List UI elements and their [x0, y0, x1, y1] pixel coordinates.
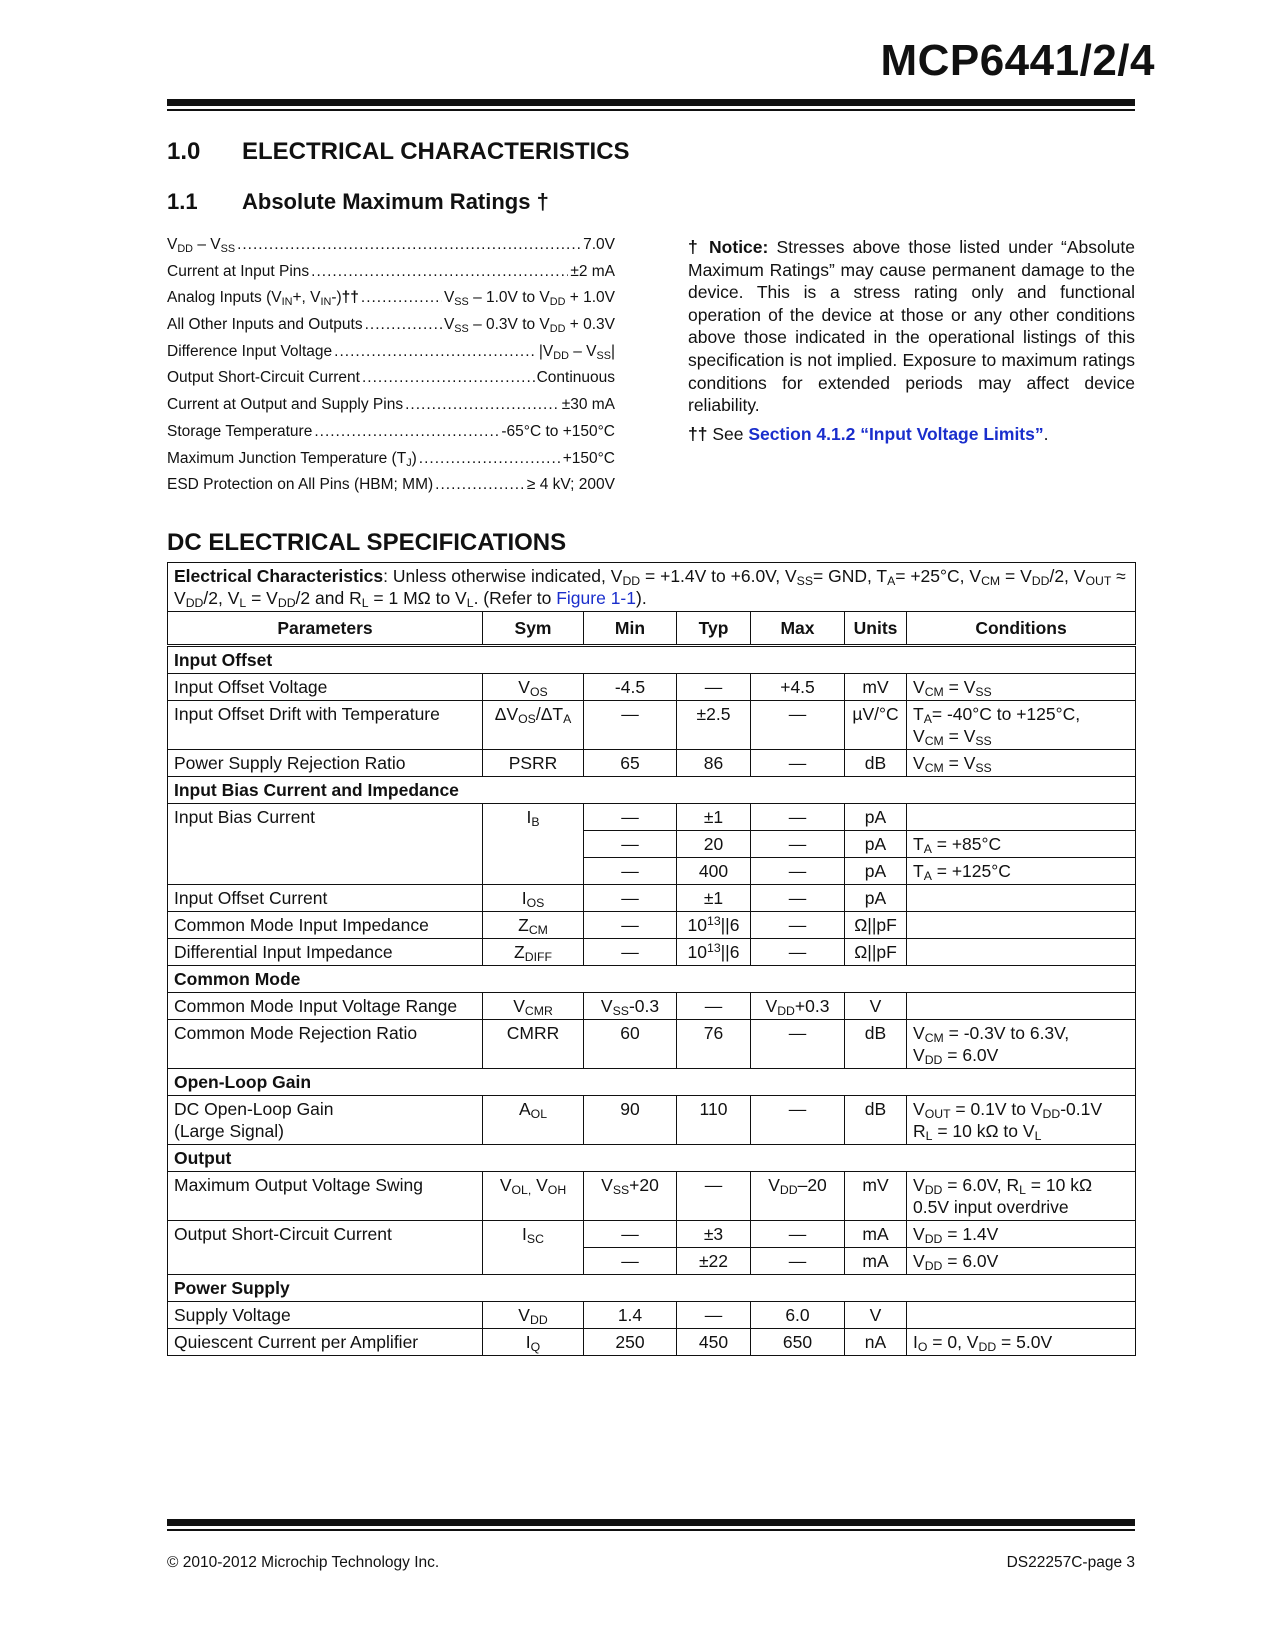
- typ-cell: 86: [677, 750, 751, 777]
- note2-end: .: [1043, 423, 1049, 444]
- table-body: [168, 646, 1136, 1356]
- leader-dots: [334, 343, 537, 361]
- sym-cell: $Z_{DIFF}$: [483, 939, 584, 966]
- units-cell: mV: [845, 1172, 907, 1221]
- typ-cell: —: [677, 1302, 751, 1329]
- rating-row: [167, 450, 615, 477]
- rating-value: ≥ 4 kV; 200V: [526, 476, 615, 494]
- table-row: [168, 939, 1136, 966]
- typ-cell: ±1: [677, 885, 751, 912]
- section-label: Input Bias Current and Impedance: [168, 777, 1136, 804]
- min-cell: $V_{SS}-0.3$: [584, 993, 677, 1020]
- max-cell: +4.5: [751, 674, 845, 701]
- typ-cell: $10^{13}||6$: [677, 939, 751, 966]
- min-cell: —: [584, 858, 677, 885]
- leader-dots: [365, 316, 442, 334]
- rating-row: [167, 369, 615, 396]
- section-heading-1: [167, 138, 630, 166]
- units-cell: pA: [845, 831, 907, 858]
- max-cell: $V_{DD}-20$: [751, 1172, 845, 1221]
- conditions-cell: $V_{DD} = 6.0V$: [907, 1248, 1136, 1275]
- column-header: Conditions: [907, 612, 1136, 646]
- sym-cell: $I_{OS}$: [483, 885, 584, 912]
- units-cell: dB: [845, 1096, 907, 1145]
- typ-cell: ±3: [677, 1221, 751, 1248]
- column-header: Sym: [483, 612, 584, 646]
- rating-value: -65°C to +150°C: [501, 422, 615, 440]
- footer-rule-thin: [167, 1529, 1135, 1531]
- units-cell: Ω||pF: [845, 939, 907, 966]
- sym-cell: PSRR: [483, 750, 584, 777]
- table-row: [168, 674, 1136, 701]
- rating-label: Storage Temperature: [167, 422, 313, 440]
- conditions-cell: $V_{DD} = 1.4V$: [907, 1221, 1136, 1248]
- param-cell: Common Mode Input Voltage Range: [168, 993, 483, 1020]
- conditions-cell: $I_O = 0$, $V_{DD} = 5.0V$: [907, 1329, 1136, 1356]
- param-cell: Output Short-Circuit Current: [168, 1221, 483, 1275]
- min-cell: —: [584, 1221, 677, 1248]
- typ-cell: —: [677, 1172, 751, 1221]
- units-cell: dB: [845, 750, 907, 777]
- max-cell: —: [751, 1248, 845, 1275]
- max-cell: —: [751, 912, 845, 939]
- table-row: [168, 993, 1136, 1020]
- sym-cell: $I_B$: [483, 804, 584, 885]
- min-cell: —: [584, 939, 677, 966]
- min-cell: 1.4: [584, 1302, 677, 1329]
- rating-row: [167, 423, 615, 450]
- table-row: [168, 701, 1136, 750]
- min-cell: —: [584, 831, 677, 858]
- table-row: [168, 1020, 1136, 1069]
- units-cell: pA: [845, 885, 907, 912]
- subsection-number: 1.1: [167, 189, 198, 214]
- param-cell: DC Open-Loop Gain (Large Signal): [168, 1096, 483, 1145]
- max-cell: —: [751, 858, 845, 885]
- figure-1-1-link[interactable]: Figure 1-1: [556, 588, 636, 608]
- param-cell: Differential Input Impedance: [168, 939, 483, 966]
- max-cell: —: [751, 750, 845, 777]
- units-cell: µV/°C: [845, 701, 907, 750]
- section-row: [168, 1145, 1136, 1172]
- max-cell: 6.0: [751, 1302, 845, 1329]
- max-cell: —: [751, 831, 845, 858]
- section-label: Input Offset: [168, 646, 1136, 674]
- min-cell: —: [584, 701, 677, 750]
- sym-cell: $\Delta V_{OS}/\Delta T_A$: [483, 701, 584, 750]
- conditions-cell: $T_A= -40^\circ C$ to +125°C, $V_{CM} = V_{SS}$: [907, 701, 1136, 750]
- dc-spec-table: [167, 562, 1136, 1356]
- param-cell: Input Offset Current: [168, 885, 483, 912]
- param-cell: Common Mode Rejection Ratio: [168, 1020, 483, 1069]
- sym-cell: CMRR: [483, 1020, 584, 1069]
- table-row: [168, 1302, 1136, 1329]
- rating-label: Analog Inputs ($V_{IN}+$, $V_{IN}-)\dagger\dagger$: [167, 289, 359, 309]
- conditions-cell: [907, 993, 1136, 1020]
- header-rule-thin: [167, 109, 1135, 111]
- rating-row: [167, 343, 615, 370]
- conditions-cell: [907, 912, 1136, 939]
- rating-row: [167, 476, 615, 503]
- units-cell: dB: [845, 1020, 907, 1069]
- section-row: [168, 777, 1136, 804]
- sym-cell: $V_{OL,}$ $V_{OH}$: [483, 1172, 584, 1221]
- section-label: Open-Loop Gain: [168, 1069, 1136, 1096]
- max-cell: —: [751, 885, 845, 912]
- rating-row: [167, 289, 615, 316]
- typ-cell: 20: [677, 831, 751, 858]
- note2-text: See: [707, 423, 749, 444]
- param-cell: Input Offset Drift with Temperature: [168, 701, 483, 750]
- table-row: [168, 1172, 1136, 1221]
- min-cell: —: [584, 885, 677, 912]
- param-cell: Power Supply Rejection Ratio: [168, 750, 483, 777]
- intro-end: ).: [636, 588, 647, 608]
- units-cell: nA: [845, 1329, 907, 1356]
- min-cell: 65: [584, 750, 677, 777]
- min-cell: —: [584, 1248, 677, 1275]
- conditions-cell: [907, 885, 1136, 912]
- sym-cell: $Z_{CM}$: [483, 912, 584, 939]
- section-4-1-2-link[interactable]: Section 4.1.2 “Input Voltage Limits”: [748, 423, 1044, 444]
- min-cell: 250: [584, 1329, 677, 1356]
- section-heading-1-1: [167, 189, 549, 215]
- rating-value: ±2 mA: [570, 262, 615, 280]
- leader-dots: [361, 289, 442, 307]
- typ-cell: 400: [677, 858, 751, 885]
- rating-label: Current at Input Pins: [167, 262, 310, 280]
- rating-value: $V_{SS} - 0.3V$ to $V_{DD} + 0.3V$: [443, 316, 615, 336]
- section-label: Common Mode: [168, 966, 1136, 993]
- leader-dots: [435, 476, 525, 494]
- document-title: MCP6441/2/4: [880, 36, 1155, 85]
- conditions-cell: [907, 1302, 1136, 1329]
- table-row: [168, 912, 1136, 939]
- notice-lead: † Notice:: [688, 237, 769, 257]
- column-header: Max: [751, 612, 845, 646]
- rating-value: 7.0V: [583, 236, 615, 253]
- conditions-cell: $V_{CM} = V_{SS}$: [907, 674, 1136, 701]
- section-row: [168, 1069, 1136, 1096]
- max-cell: —: [751, 701, 845, 750]
- conditions-cell: $T_A = +125^\circ C$: [907, 858, 1136, 885]
- typ-cell: —: [677, 993, 751, 1020]
- rating-label: Current at Output and Supply Pins: [167, 396, 404, 414]
- conditions-cell: $V_{CM} = V_{SS}$: [907, 750, 1136, 777]
- table-row: [168, 1329, 1136, 1356]
- section-row: [168, 646, 1136, 674]
- sym-cell: $I_{SC}$: [483, 1221, 584, 1275]
- section-number: 1.0: [167, 138, 201, 165]
- section-title: ELECTRICAL CHARACTERISTICS: [242, 138, 630, 165]
- leader-dots: [405, 396, 560, 414]
- rating-label: $V_{DD} - V_{SS}$: [167, 236, 236, 255]
- min-cell: 90: [584, 1096, 677, 1145]
- rating-value: ±30 mA: [561, 396, 615, 414]
- notice-block: [688, 236, 1135, 451]
- typ-cell: 450: [677, 1329, 751, 1356]
- column-header: Units: [845, 612, 907, 646]
- table-row: [168, 804, 1136, 831]
- param-cell: Supply Voltage: [168, 1302, 483, 1329]
- rating-row: [167, 396, 615, 423]
- units-cell: pA: [845, 858, 907, 885]
- typ-cell: 76: [677, 1020, 751, 1069]
- rating-value: $|V_{DD} - V_{SS}|$: [538, 342, 615, 362]
- leader-dots: [237, 236, 581, 254]
- table-row: [168, 750, 1136, 777]
- conditions-cell: $V_{OUT} = 0.1V$ to $V_{DD}-0.1V$ $R_L = 10$ kΩ to $V_L$: [907, 1096, 1136, 1145]
- max-cell: 650: [751, 1329, 845, 1356]
- rating-row: [167, 236, 615, 263]
- max-cell: —: [751, 1096, 845, 1145]
- column-header: Typ: [677, 612, 751, 646]
- units-cell: mA: [845, 1221, 907, 1248]
- min-cell: $V_{SS}+20$: [584, 1172, 677, 1221]
- typ-cell: ±22: [677, 1248, 751, 1275]
- param-cell: Maximum Output Voltage Swing: [168, 1172, 483, 1221]
- sym-cell: $V_{OS}$: [483, 674, 584, 701]
- rating-value: $V_{SS} - 1.0V$ to $V_{DD} + 1.0V$: [443, 289, 615, 309]
- param-cell: Input Offset Voltage: [168, 674, 483, 701]
- rating-label: ESD Protection on All Pins (HBM; MM): [167, 476, 434, 494]
- note2-lead: ††: [688, 423, 708, 444]
- rating-label: All Other Inputs and Outputs: [167, 316, 363, 334]
- rating-value: Continuous: [536, 369, 615, 387]
- table-header-row: [168, 612, 1136, 646]
- min-cell: 60: [584, 1020, 677, 1069]
- intro-text: : Unless otherwise indicated, $V_{DD} = +1.4V$ to +6.0V, $V_{SS}=$ GND, $T_A= +25^\circ C$, $V_{CM} = V_{DD}/2$, $V_{OUT} \approx V_{DD}/2$, $V_L = V_{DD}/2$ and $R_L = 1$ MΩ to $V_L$. (Refer to: [174, 566, 1126, 610]
- sym-cell: $I_Q$: [483, 1329, 584, 1356]
- max-cell: —: [751, 804, 845, 831]
- units-cell: V: [845, 993, 907, 1020]
- typ-cell: 110: [677, 1096, 751, 1145]
- section-row: [168, 966, 1136, 993]
- typ-cell: $10^{13}||6$: [677, 912, 751, 939]
- param-cell: Common Mode Input Impedance: [168, 912, 483, 939]
- column-header: Parameters: [168, 612, 483, 646]
- typ-cell: ±2.5: [677, 701, 751, 750]
- conditions-cell: $V_{CM} = -0.3V$ to 6.3V, $V_{DD} = 6.0V$: [907, 1020, 1136, 1069]
- leader-dots: [362, 369, 535, 387]
- max-cell: $V_{DD}+0.3$: [751, 993, 845, 1020]
- section-label: Output: [168, 1145, 1136, 1172]
- leader-dots: [419, 450, 561, 468]
- max-cell: —: [751, 939, 845, 966]
- section-row: [168, 1275, 1136, 1302]
- notice-text: Stresses above those listed under “Absolute Maximum Ratings” may cause permanent damage to the device. This is a stress rating only and functional operation of the device at those or any other conditions above those indicated in the operational listings of this specification is not implied. Exposure to maximum ratings conditions for extended periods may affect device reliability.: [688, 237, 1135, 416]
- section-label: Power Supply: [168, 1275, 1136, 1302]
- units-cell: mA: [845, 1248, 907, 1275]
- sym-cell: $A_{OL}$: [483, 1096, 584, 1145]
- units-cell: V: [845, 1302, 907, 1329]
- spec-intro: [168, 563, 1136, 612]
- max-cell: —: [751, 1221, 845, 1248]
- param-cell: Input Bias Current: [168, 804, 483, 885]
- table-row: [168, 885, 1136, 912]
- table-row: [168, 1096, 1136, 1145]
- units-cell: mV: [845, 674, 907, 701]
- max-cell: —: [751, 1020, 845, 1069]
- min-cell: —: [584, 912, 677, 939]
- param-cell: Quiescent Current per Amplifier: [168, 1329, 483, 1356]
- rating-value: +150°C: [562, 449, 615, 467]
- rating-label: Difference Input Voltage: [167, 342, 333, 360]
- footer-page-number: DS22257C-page 3: [1006, 1554, 1135, 1571]
- typ-cell: —: [677, 674, 751, 701]
- conditions-cell: [907, 939, 1136, 966]
- min-cell: —: [584, 804, 677, 831]
- header-rule-thick: [167, 99, 1135, 106]
- table-row: [168, 1221, 1136, 1248]
- notice-paragraph: [688, 236, 1135, 417]
- absolute-max-ratings-list: [167, 236, 615, 503]
- conditions-cell: [907, 804, 1136, 831]
- rating-label: Output Short-Circuit Current: [167, 369, 360, 387]
- subsection-title: Absolute Maximum Ratings †: [242, 189, 549, 214]
- typ-cell: ±1: [677, 804, 751, 831]
- leader-dots: [314, 423, 499, 441]
- units-cell: pA: [845, 804, 907, 831]
- conditions-cell: $V_{DD} = 6.0V$, $R_L = 10$ kΩ 0.5V input overdrive: [907, 1172, 1136, 1221]
- intro-bold: Electrical Characteristics: [174, 566, 384, 586]
- dc-spec-title: DC ELECTRICAL SPECIFICATIONS: [167, 529, 567, 556]
- footer-rule-thick: [167, 1519, 1135, 1526]
- column-header: Min: [584, 612, 677, 646]
- min-cell: -4.5: [584, 674, 677, 701]
- leader-dots: [311, 263, 568, 281]
- notice-note-2: [688, 423, 1135, 446]
- sym-cell: $V_{DD}$: [483, 1302, 584, 1329]
- rating-label: Maximum Junction Temperature $(T_J)$: [167, 449, 417, 469]
- conditions-cell: $T_A = +85^\circ C$: [907, 831, 1136, 858]
- rating-row: [167, 316, 615, 343]
- footer-copyright: © 2010-2012 Microchip Technology Inc.: [167, 1554, 440, 1571]
- rating-row: [167, 263, 615, 290]
- units-cell: Ω||pF: [845, 912, 907, 939]
- sym-cell: $V_{CMR}$: [483, 993, 584, 1020]
